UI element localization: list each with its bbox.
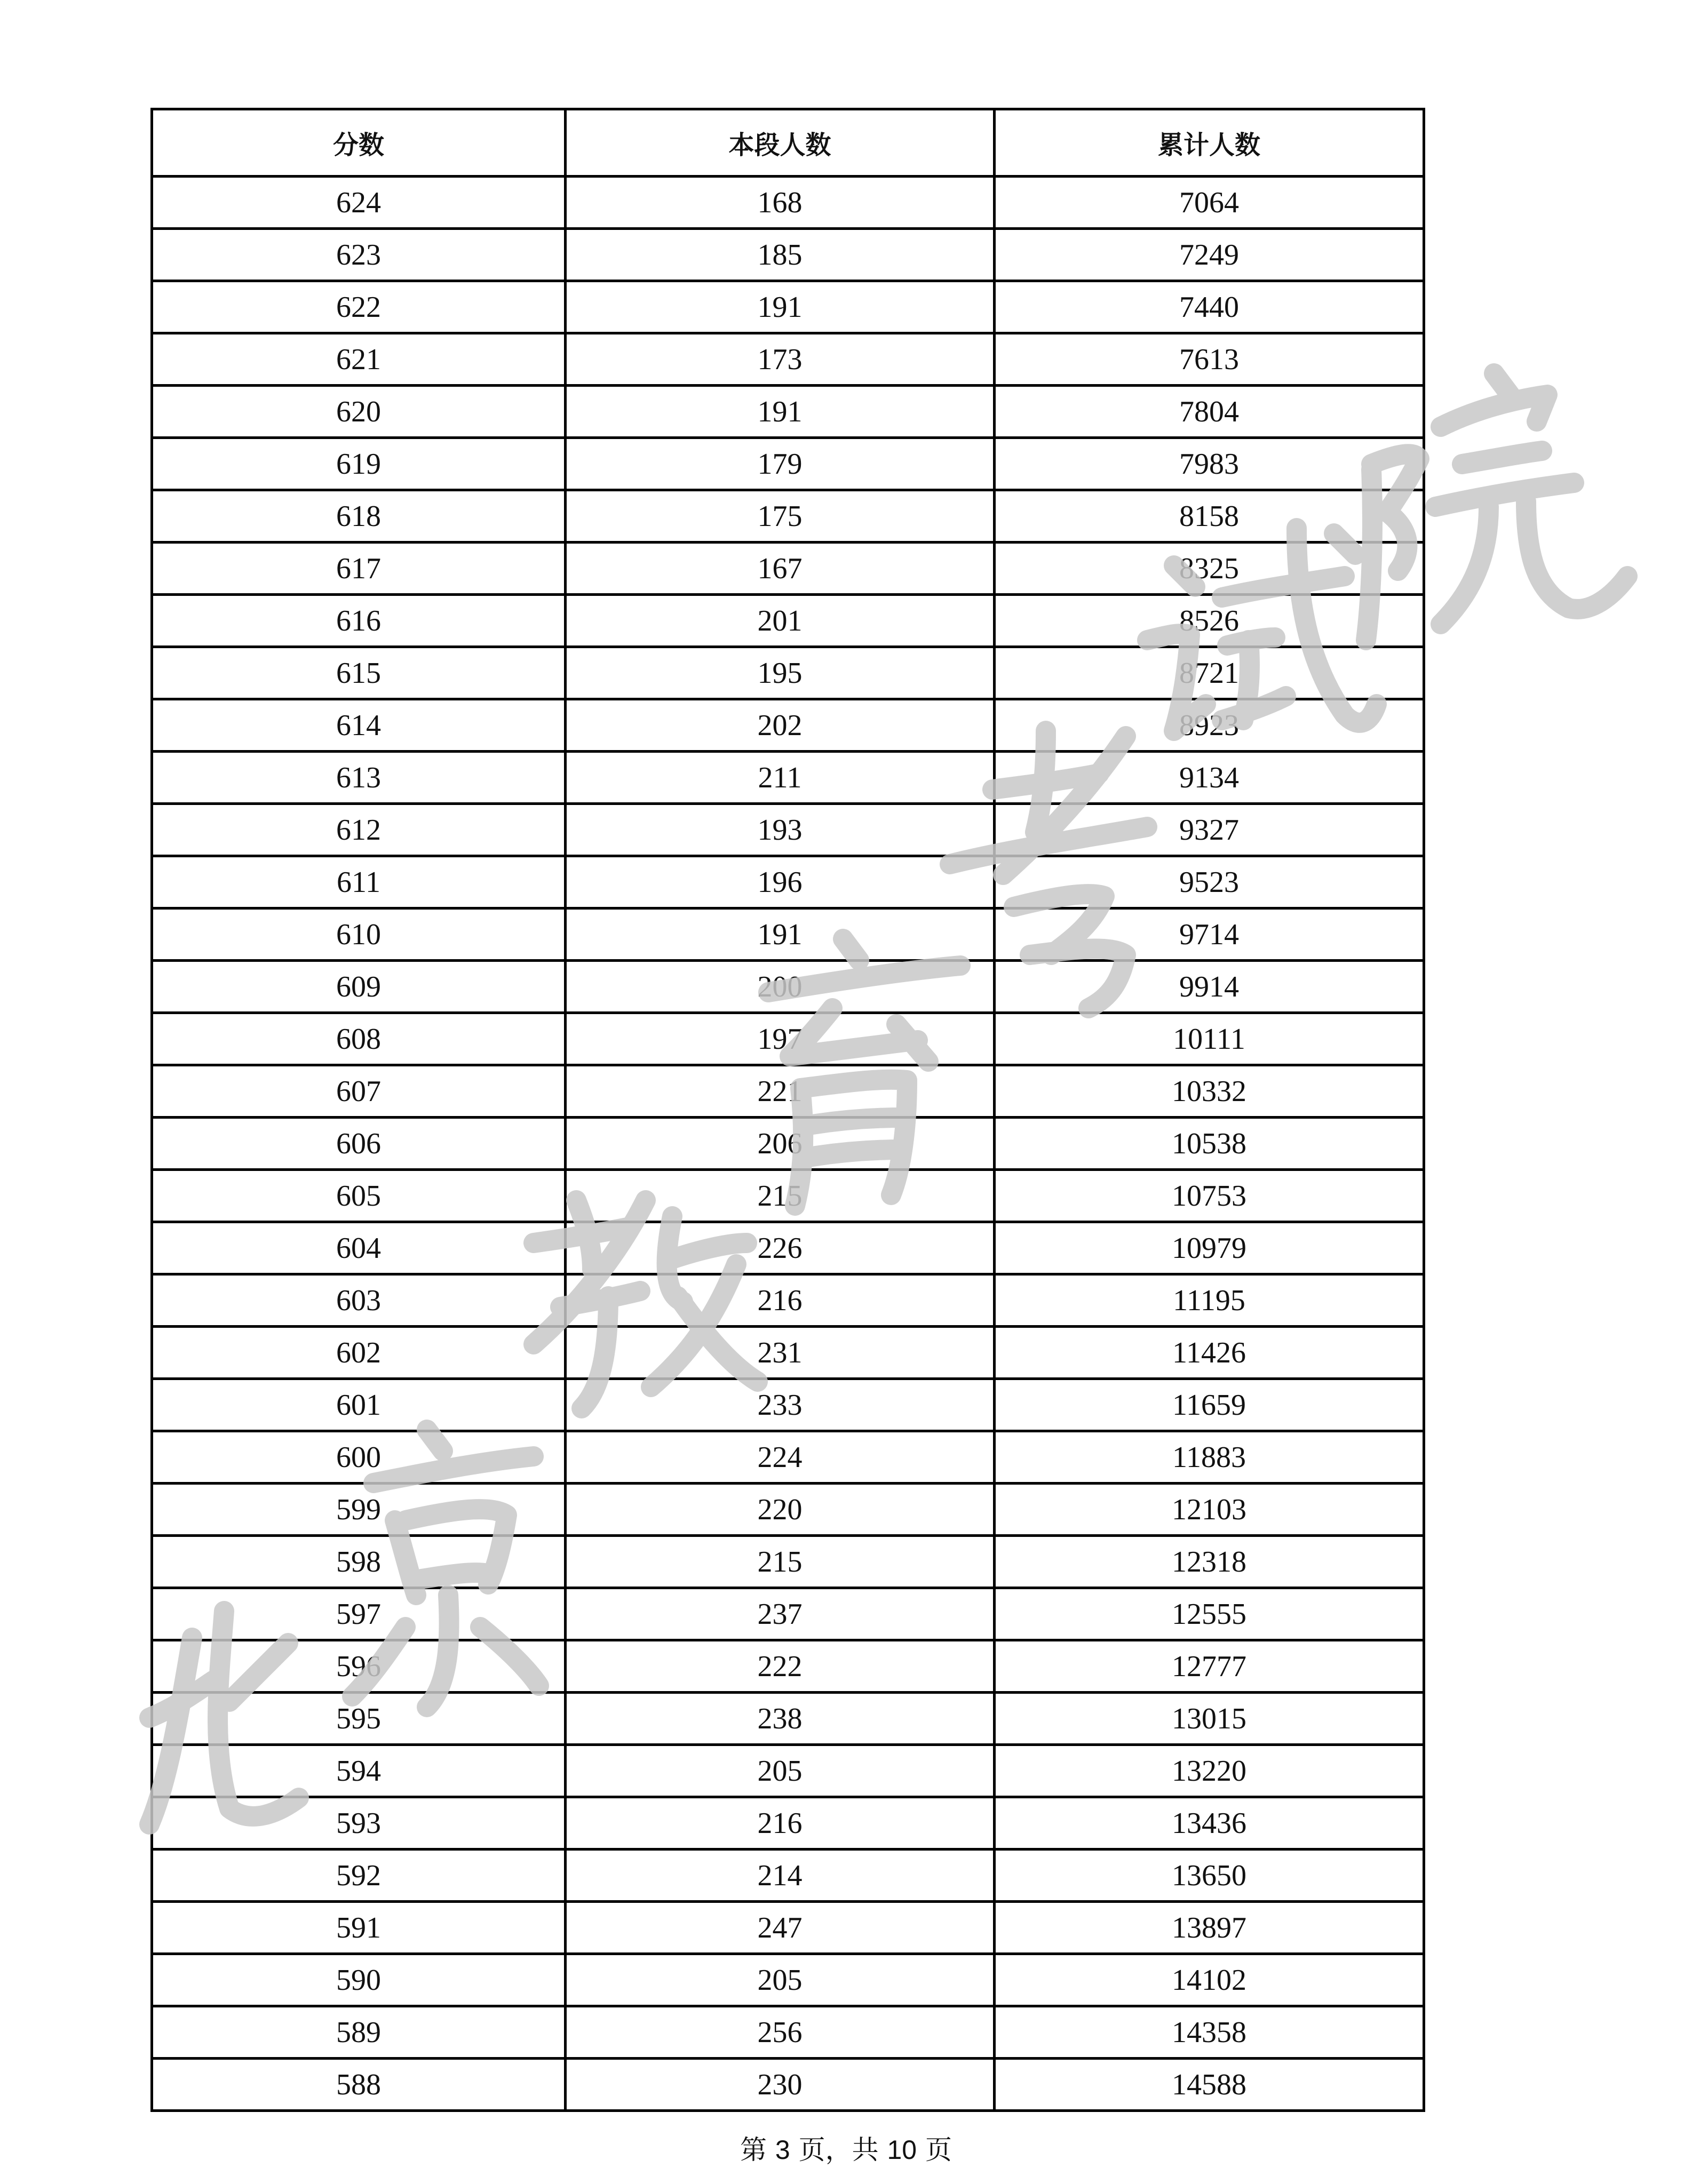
cumulative-count-cell: 10753 [995, 1170, 1424, 1222]
score-cell: 588 [152, 2059, 566, 2111]
segment-count-cell: 168 [566, 177, 995, 229]
cumulative-count-cell: 8526 [995, 595, 1424, 647]
score-cell: 598 [152, 1536, 566, 1588]
table-row [152, 2006, 1424, 2059]
cumulative-count-cell: 8721 [995, 647, 1424, 699]
table-row [152, 1745, 1424, 1797]
table-row [152, 856, 1424, 908]
score-cell: 611 [152, 856, 566, 908]
table-row [152, 1902, 1424, 1954]
score-cell: 619 [152, 438, 566, 490]
table-row [152, 1536, 1424, 1588]
score-cell: 596 [152, 1640, 566, 1693]
table-row [152, 699, 1424, 752]
footer-prefix: 第 [740, 2134, 775, 2165]
segment-count-cell: 216 [566, 1274, 995, 1327]
segment-count-cell: 205 [566, 1954, 995, 2006]
segment-count-cell: 191 [566, 386, 995, 438]
table-row [152, 1797, 1424, 1850]
cumulative-count-cell: 12103 [995, 1484, 1424, 1536]
table-row [152, 490, 1424, 543]
score-cell: 621 [152, 333, 566, 386]
page-footer [0, 2129, 1692, 2167]
score-cell: 594 [152, 1745, 566, 1797]
segment-count-cell: 247 [566, 1902, 995, 1954]
segment-count-cell: 215 [566, 1536, 995, 1588]
cumulative-count-cell: 9714 [995, 908, 1424, 961]
score-cell: 618 [152, 490, 566, 543]
segment-count-cell: 191 [566, 908, 995, 961]
cumulative-count-cell: 10332 [995, 1065, 1424, 1118]
score-cell: 614 [152, 699, 566, 752]
cumulative-count-cell: 13897 [995, 1902, 1424, 1954]
header-cumulative-count: 累计人数 [995, 109, 1424, 177]
table-row [152, 1954, 1424, 2006]
segment-count-cell: 179 [566, 438, 995, 490]
score-cell: 612 [152, 804, 566, 856]
segment-count-cell: 221 [566, 1065, 995, 1118]
table-row [152, 1693, 1424, 1745]
table-row [152, 908, 1424, 961]
segment-count-cell: 211 [566, 752, 995, 804]
segment-count-cell: 191 [566, 281, 995, 333]
table-row [152, 177, 1424, 229]
cumulative-count-cell: 9327 [995, 804, 1424, 856]
cumulative-count-cell: 9914 [995, 961, 1424, 1013]
table-row [152, 1379, 1424, 1431]
score-cell: 593 [152, 1797, 566, 1850]
table-row [152, 333, 1424, 386]
header-segment-count: 本段人数 [566, 109, 995, 177]
score-cell: 622 [152, 281, 566, 333]
score-cell: 590 [152, 1954, 566, 2006]
segment-count-cell: 226 [566, 1222, 995, 1274]
score-cell: 605 [152, 1170, 566, 1222]
footer-middle: 页，共 [790, 2134, 887, 2165]
table-row [152, 1850, 1424, 1902]
cumulative-count-cell: 11426 [995, 1327, 1424, 1379]
score-cell: 623 [152, 229, 566, 281]
score-cell: 609 [152, 961, 566, 1013]
cumulative-count-cell: 8325 [995, 543, 1424, 595]
cumulative-count-cell: 11659 [995, 1379, 1424, 1431]
cumulative-count-cell: 7804 [995, 386, 1424, 438]
score-cell: 589 [152, 2006, 566, 2059]
segment-count-cell: 230 [566, 2059, 995, 2111]
score-cell: 597 [152, 1588, 566, 1640]
cumulative-count-cell: 9523 [995, 856, 1424, 908]
table-header-row [152, 109, 1424, 177]
cumulative-count-cell: 9134 [995, 752, 1424, 804]
cumulative-count-cell: 14588 [995, 2059, 1424, 2111]
score-distribution-table [150, 108, 1425, 2112]
table-row [152, 1013, 1424, 1065]
footer-total-pages: 10 [887, 2135, 917, 2165]
table-row [152, 961, 1424, 1013]
cumulative-count-cell: 12555 [995, 1588, 1424, 1640]
score-cell: 599 [152, 1484, 566, 1536]
segment-count-cell: 256 [566, 2006, 995, 2059]
segment-count-cell: 205 [566, 1745, 995, 1797]
score-cell: 591 [152, 1902, 566, 1954]
score-cell: 607 [152, 1065, 566, 1118]
cumulative-count-cell: 8923 [995, 699, 1424, 752]
table-row [152, 595, 1424, 647]
table-row [152, 1327, 1424, 1379]
segment-count-cell: 195 [566, 647, 995, 699]
table-row [152, 543, 1424, 595]
segment-count-cell: 206 [566, 1118, 995, 1170]
segment-count-cell: 202 [566, 699, 995, 752]
segment-count-cell: 200 [566, 961, 995, 1013]
segment-count-cell: 173 [566, 333, 995, 386]
segment-count-cell: 193 [566, 804, 995, 856]
cumulative-count-cell: 10111 [995, 1013, 1424, 1065]
segment-count-cell: 201 [566, 595, 995, 647]
score-cell: 606 [152, 1118, 566, 1170]
cumulative-count-cell: 13220 [995, 1745, 1424, 1797]
cumulative-count-cell: 11883 [995, 1431, 1424, 1484]
table-row [152, 1170, 1424, 1222]
table-row [152, 1222, 1424, 1274]
table-row [152, 1274, 1424, 1327]
segment-count-cell: 185 [566, 229, 995, 281]
segment-count-cell: 196 [566, 856, 995, 908]
table-row [152, 1118, 1424, 1170]
segment-count-cell: 222 [566, 1640, 995, 1693]
cumulative-count-cell: 8158 [995, 490, 1424, 543]
table-row [152, 1484, 1424, 1536]
table-row [152, 229, 1424, 281]
cumulative-count-cell: 13436 [995, 1797, 1424, 1850]
cumulative-count-cell: 7613 [995, 333, 1424, 386]
score-cell: 624 [152, 177, 566, 229]
segment-count-cell: 233 [566, 1379, 995, 1431]
table-row [152, 281, 1424, 333]
cumulative-count-cell: 10979 [995, 1222, 1424, 1274]
segment-count-cell: 214 [566, 1850, 995, 1902]
segment-count-cell: 215 [566, 1170, 995, 1222]
segment-count-cell: 220 [566, 1484, 995, 1536]
cumulative-count-cell: 7249 [995, 229, 1424, 281]
table-row [152, 2059, 1424, 2111]
cumulative-count-cell: 11195 [995, 1274, 1424, 1327]
score-cell: 604 [152, 1222, 566, 1274]
score-cell: 613 [152, 752, 566, 804]
score-cell: 595 [152, 1693, 566, 1745]
segment-count-cell: 231 [566, 1327, 995, 1379]
score-cell: 610 [152, 908, 566, 961]
table-row [152, 438, 1424, 490]
table-row [152, 1065, 1424, 1118]
cumulative-count-cell: 7983 [995, 438, 1424, 490]
score-cell: 601 [152, 1379, 566, 1431]
segment-count-cell: 167 [566, 543, 995, 595]
segment-count-cell: 224 [566, 1431, 995, 1484]
score-cell: 602 [152, 1327, 566, 1379]
cumulative-count-cell: 14102 [995, 1954, 1424, 2006]
score-cell: 620 [152, 386, 566, 438]
segment-count-cell: 197 [566, 1013, 995, 1065]
table-row [152, 647, 1424, 699]
score-cell: 600 [152, 1431, 566, 1484]
table-row [152, 1640, 1424, 1693]
cumulative-count-cell: 12318 [995, 1536, 1424, 1588]
segment-count-cell: 237 [566, 1588, 995, 1640]
table-row [152, 804, 1424, 856]
segment-count-cell: 238 [566, 1693, 995, 1745]
score-cell: 617 [152, 543, 566, 595]
score-cell: 616 [152, 595, 566, 647]
cumulative-count-cell: 7440 [995, 281, 1424, 333]
segment-count-cell: 216 [566, 1797, 995, 1850]
cumulative-count-cell: 7064 [995, 177, 1424, 229]
footer-suffix: 页 [917, 2134, 952, 2165]
score-cell: 608 [152, 1013, 566, 1065]
score-cell: 592 [152, 1850, 566, 1902]
table-row [152, 1431, 1424, 1484]
table-row [152, 1588, 1424, 1640]
table-body [152, 177, 1424, 2111]
header-score: 分数 [152, 109, 566, 177]
cumulative-count-cell: 14358 [995, 2006, 1424, 2059]
table-row [152, 386, 1424, 438]
table-row [152, 752, 1424, 804]
score-cell: 603 [152, 1274, 566, 1327]
cumulative-count-cell: 13015 [995, 1693, 1424, 1745]
segment-count-cell: 175 [566, 490, 995, 543]
footer-page-number: 3 [775, 2135, 790, 2165]
cumulative-count-cell: 10538 [995, 1118, 1424, 1170]
cumulative-count-cell: 13650 [995, 1850, 1424, 1902]
score-cell: 615 [152, 647, 566, 699]
cumulative-count-cell: 12777 [995, 1640, 1424, 1693]
